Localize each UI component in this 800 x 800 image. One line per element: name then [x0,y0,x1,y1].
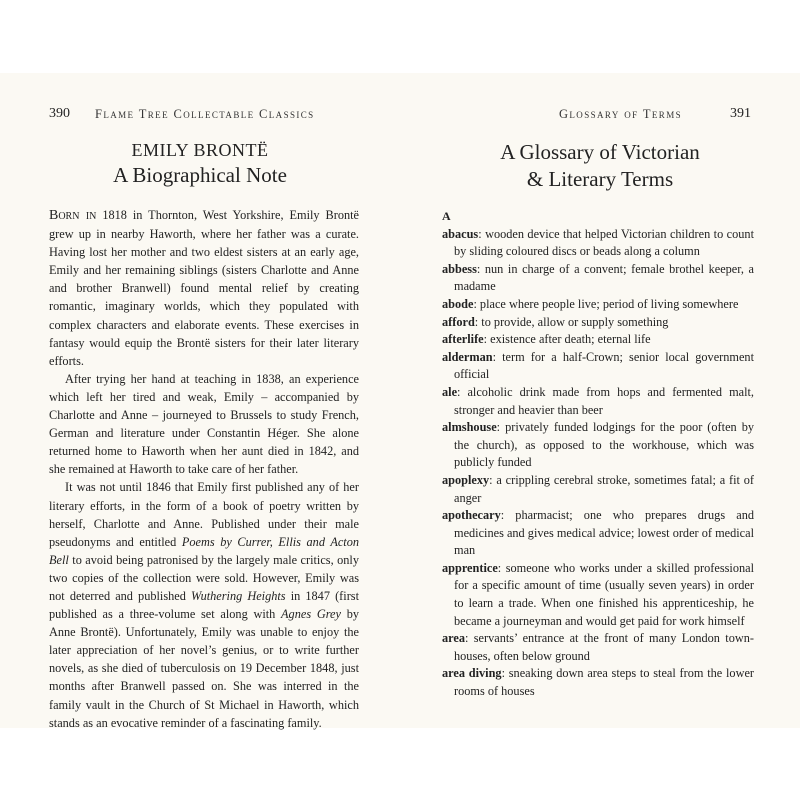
drop-lead: Born in [49,208,97,223]
entry-definition: : sneaking down area steps to steal from the lower rooms of houses [454,666,755,699]
entry-term: apoplexy [442,472,490,487]
entry-definition: : a crippling cerebral stroke, sometimes fatal; a fit of anger [454,472,754,505]
glossary-entry [442,384,754,419]
glossary-entry [442,261,754,296]
page-number: 390 [49,106,70,121]
glossary-list [442,208,754,701]
entry-definition: : privately funded lodgings for the poor (often by the church), as opposed to the workhouse, which was publicly funded [454,420,754,470]
glossary-entry [442,419,754,472]
book-title: Poems by Currer, Ellis and Acton Bell [49,534,360,567]
entry-term: area diving [442,666,502,681]
entry-definition: : servants’ entrance at the front of many London town-houses, often below ground [454,631,754,663]
glossary-entry [442,349,754,384]
entry-term: area [442,631,465,646]
section-letter: A [442,209,451,223]
glossary-entry [442,507,754,560]
paragraph [49,478,359,731]
entry-term: apprentice [442,560,498,575]
author-name: EMILY BRONTË [131,140,269,160]
glossary-entry [442,472,754,507]
glossary-title-line-2: & Literary Terms [526,167,674,191]
entry-definition: : someone who works under a skilled professional for a specific amount of time (usually seven years) in order to learn a trade. When one finished his apprenticeship, he became a journeyman and would get paid for work himself [454,560,754,628]
running-head: Glossary of Terms [558,107,682,121]
paragraph: After trying her hand at teaching in 1838, an experience which left her tired and weak, Emily – accompanied by Charlotte and Anne – journeyed to Brussels to study French, German and literature under Constantin Héger. She alone returned home to Haworth when her aunt died in 1842, and she remained at Haworth to take care of her father. [49,371,359,477]
paragraph-text: to avoid being patronised by the largely male critics, only two copies of the collection were sold. However, Emily was not deterred and published [49,552,359,603]
biography-text [49,206,359,732]
entry-term: abacus [442,226,479,241]
glossary-entry [442,314,754,332]
paragraph-text: by Anne Brontë). Unfortunately, Emily was unable to enjoy the later appreciation of her novel’s genius, or to write further novels, as she died of tuberculosis on 19 December 1848, just months after Branwell passed on. She was interred in the family vault in the Church of St Michael in Haworth, which stands as an evocative reminder of a fascinating family. [49,607,359,730]
entry-term: apothecary [442,508,501,523]
glossary-entry [442,226,754,261]
entry-term: abode [442,296,474,311]
entry-term: abbess [442,261,477,276]
book-title: Agnes Grey [281,607,341,622]
entry-term: ale [442,384,458,399]
book-spread [0,73,800,728]
glossary-entry [442,296,754,314]
entry-term: afterlife [442,332,484,347]
entry-definition: : pharmacist; one who prepares drugs and medicines and gives medical advice; lowest order of medical man [454,508,754,558]
paragraph-text: 1818 in Thornton, West Yorkshire, Emily Brontë grew up in nearby Haworth, where her father was a curate. Having lost her mother and two eldest sisters at an early age, Emily and her remaining siblings (sisters Charlotte and Anne and brother Branwell) found mental relief by creating romantic, imaginary worlds, which they populated with complex characters and elaborate events. These exercises in fantasy would equip the Brontë sisters for their later literary efforts. [49,208,359,368]
entry-definition: : term for a half-Crown; senior local government official [454,349,754,382]
running-head: Flame Tree Collectable Classics [95,107,315,121]
book-title: Wuthering Heights [191,588,286,603]
paragraph [49,206,359,370]
entry-definition: : nun in charge of a convent; female brothel keeper, a madame [454,261,754,294]
right-page [400,73,800,728]
entry-definition: : place where people live; period of living somewhere [473,296,739,311]
glossary-entry [442,560,754,630]
biography-heading [0,139,400,188]
glossary-entry [442,630,754,665]
entry-definition: : existence after death; eternal life [483,332,651,347]
glossary-heading [400,139,800,193]
entry-definition: : to provide, allow or supply something [474,314,669,329]
entry-definition: : alcoholic drink made from hops and fermented malt, stronger and heavier than beer [454,384,754,417]
section-title: A Biographical Note [113,163,287,187]
entry-term: alderman [442,349,493,364]
glossary-entry [442,665,754,700]
glossary-entry [442,331,754,349]
entry-term: afford [442,314,475,329]
entry-term: almshouse [442,420,497,435]
left-page [0,73,400,728]
paragraph-text: It was not until 1846 that Emily first published any of her literary efforts, in the form of a book of poetry written by herself, Charlotte and Anne. Published under their male pseudonyms and entitled [49,480,359,549]
glossary-title-line-1: A Glossary of Victorian [500,140,700,164]
page-number: 391 [730,106,751,121]
paragraph-text: in 1847 (first published as a three-volume set along with [49,588,359,622]
entry-definition: : wooden device that helped Victorian children to count by sliding coloured discs or beads along a column [454,226,754,259]
